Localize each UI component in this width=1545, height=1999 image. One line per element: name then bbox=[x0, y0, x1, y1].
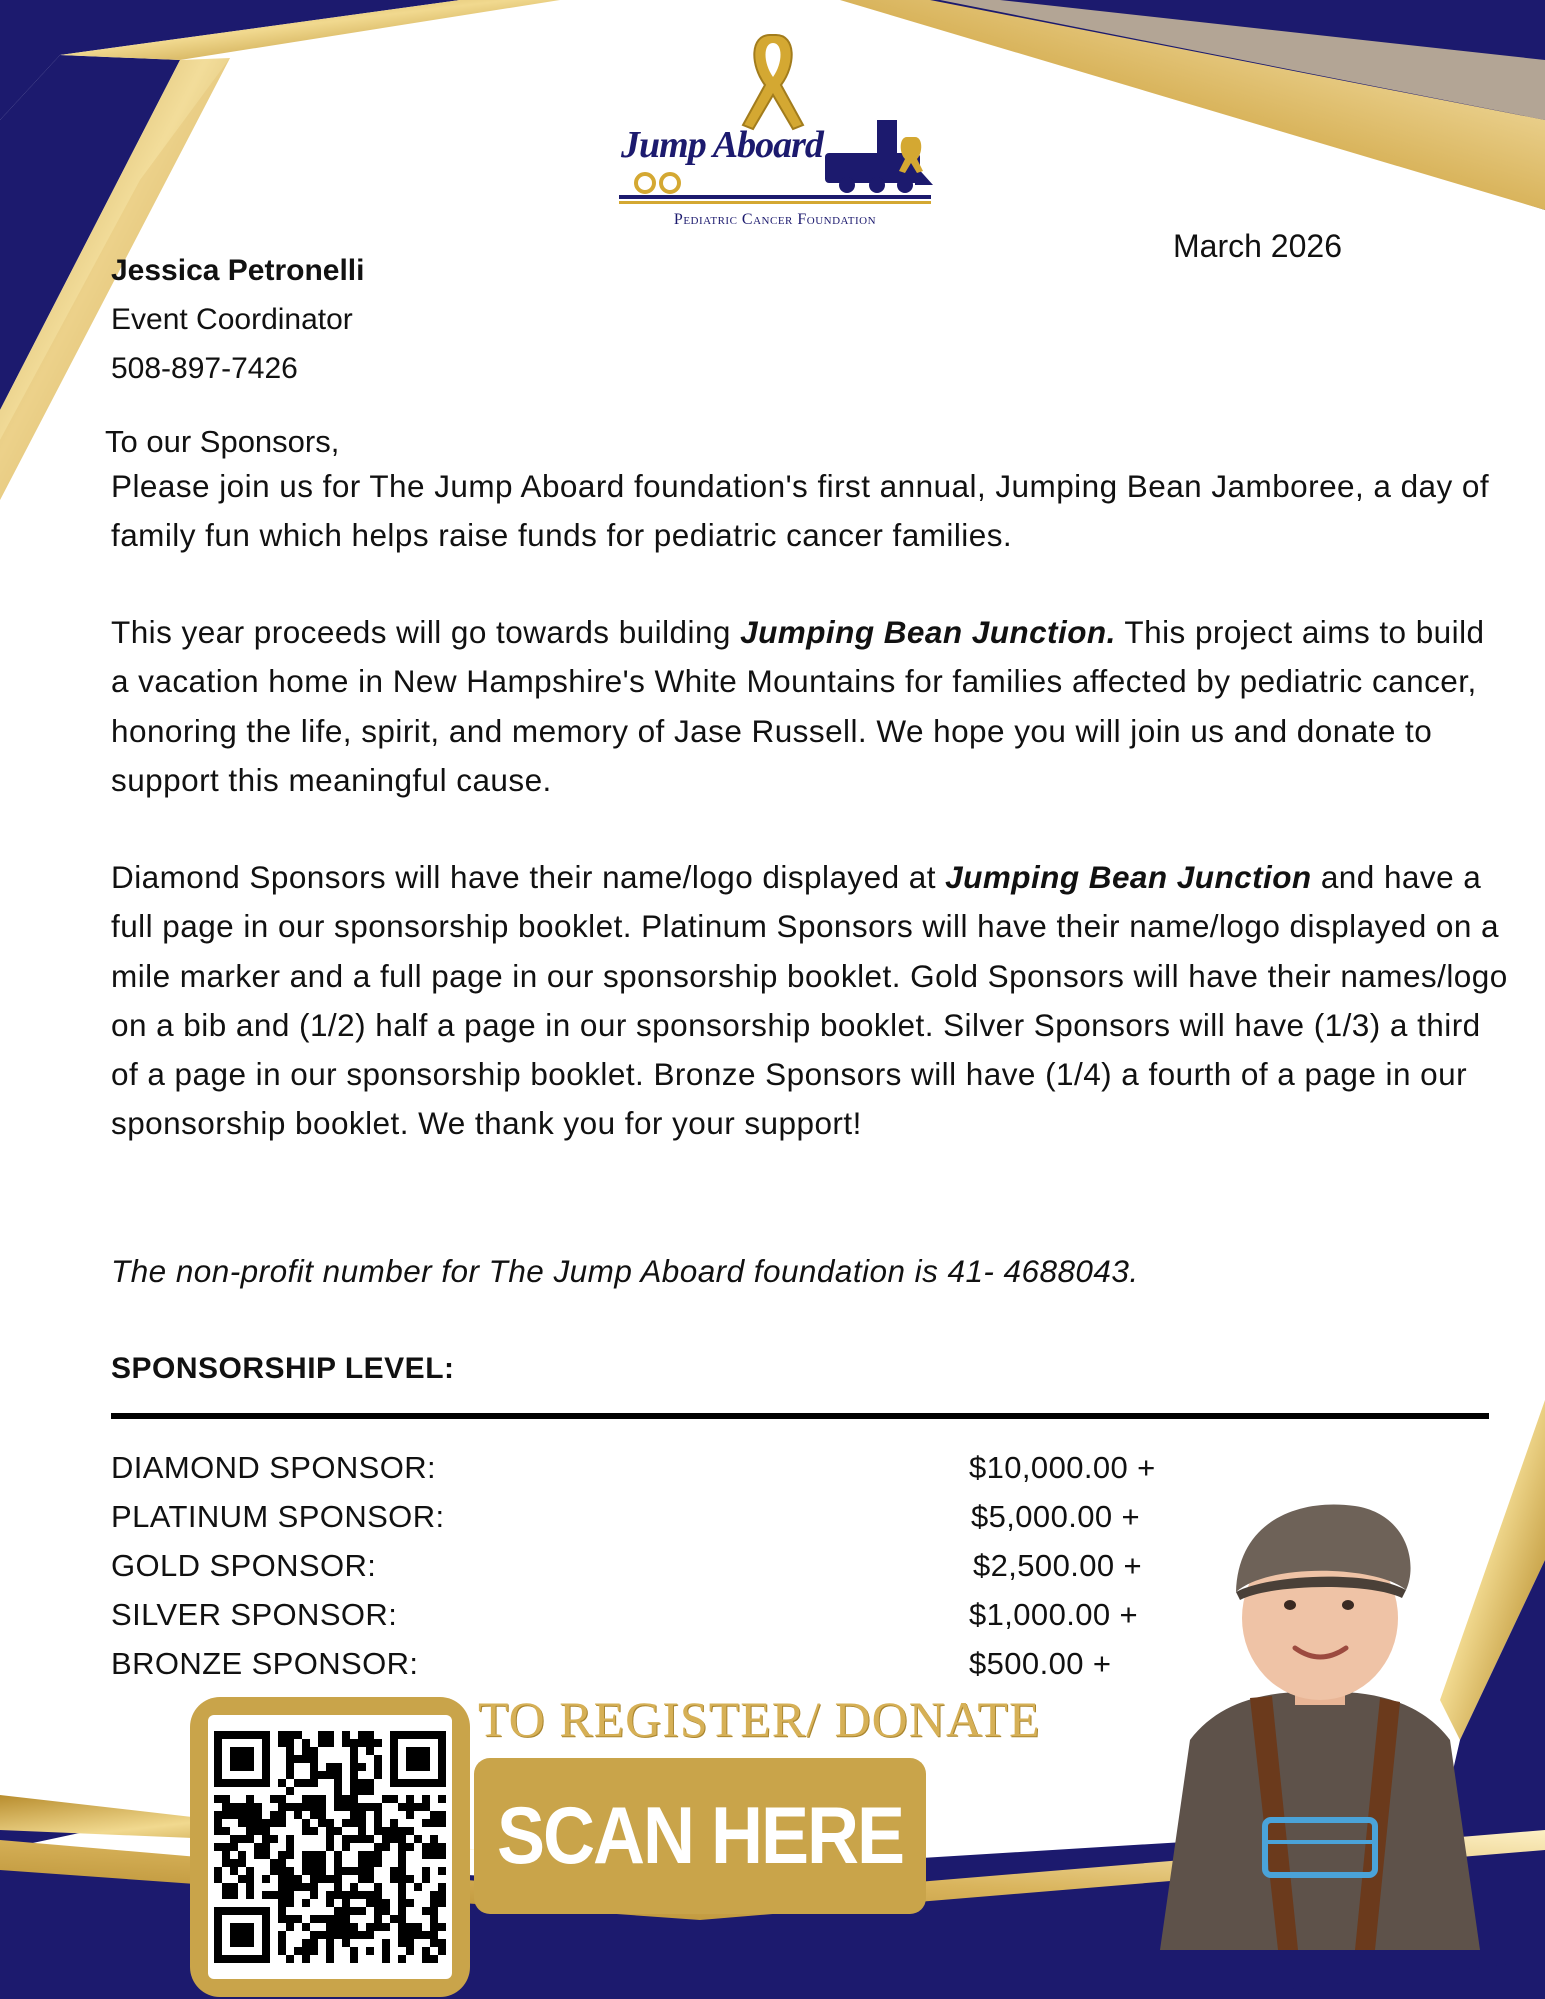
tier-amount-bronze: $500.00 + bbox=[969, 1646, 1112, 1681]
tier-name-silver: SILVER SPONSOR: bbox=[111, 1597, 398, 1632]
logo-name: Jump Aboard bbox=[621, 124, 823, 166]
awareness-ribbon-icon bbox=[743, 35, 803, 129]
tier-name-gold: GOLD SPONSOR: bbox=[111, 1548, 377, 1583]
paragraph-project bbox=[111, 608, 1511, 805]
paragraph-intro: Please join us for The Jump Aboard foundation's first annual, Jumping Bean Jamboree, a day of family fun which helps raise funds for pediatric cancer families. bbox=[111, 468, 1490, 554]
tier-name-diamond: DIAMOND SPONSOR: bbox=[111, 1450, 437, 1485]
sponsorship-level-heading: SPONSORSHIP LEVEL: bbox=[111, 1352, 455, 1385]
nonprofit-number-note: The non-profit number for The Jump Aboard foundation is 41- 4688043. bbox=[111, 1253, 1139, 1289]
tier-amount-diamond: $10,000.00 + bbox=[969, 1450, 1156, 1485]
sender-title: Event Coordinator bbox=[111, 303, 353, 336]
divider bbox=[111, 1413, 1489, 1419]
logo-tagline: Pediatric Cancer Foundation bbox=[673, 211, 877, 228]
child-photo bbox=[1150, 1470, 1490, 1960]
tier-name-bronze: BRONZE SPONSOR: bbox=[111, 1646, 419, 1681]
sender-phone: 508-897-7426 bbox=[111, 352, 298, 385]
tier-amount-silver: $1,000.00 + bbox=[969, 1597, 1139, 1632]
paragraph-benefits-a: Diamond Sponsors will have their name/logo displayed at bbox=[111, 859, 946, 895]
scan-here-label: SCAN HERE bbox=[496, 1791, 904, 1881]
paragraph-project-b: This project aims to build a vacation home in New Hampshire's White Mountains for families affected by pediatric cancer, honoring the life, spirit, and memory of Jase Russell. We hope you will join us and donate to support this meaningful cause. bbox=[111, 614, 1485, 798]
paragraph-benefits-b: and have a full page in our sponsorship booklet. Platinum Sponsors will have their name/logo displayed on a mile marker and a full page in our sponsorship booklet. Gold Sponsors will have their names/logo on a bib and (1/2) half a page in our sponsorship booklet. Silver Sponsors will have (1/3) a third of a page in our sponsorship booklet. Bronze Sponsors will have (1/4) a fourth of a page in our sponsorship booklet. We thank you for your support! bbox=[111, 859, 1508, 1142]
scan-here-button[interactable] bbox=[474, 1758, 926, 1914]
sender-name: Jessica Petronelli bbox=[111, 254, 365, 287]
tier-name-platinum: PLATINUM SPONSOR: bbox=[111, 1499, 445, 1534]
project-name-emphasis-2: Jumping Bean Junction bbox=[945, 859, 1312, 895]
paragraph-sponsor-benefits bbox=[111, 853, 1511, 1149]
tier-amount-gold: $2,500.00 + bbox=[973, 1548, 1143, 1583]
salutation: To our Sponsors, bbox=[105, 424, 340, 459]
qr-code[interactable] bbox=[208, 1715, 452, 1979]
register-donate-heading: TO REGISTER/ DONATE bbox=[478, 1691, 1041, 1747]
foundation-logo bbox=[615, 25, 935, 235]
qr-code-frame[interactable] bbox=[190, 1697, 470, 1997]
paragraph-project-a: This year proceeds will go towards building bbox=[111, 614, 741, 650]
letter-date: March 2026 bbox=[1173, 228, 1342, 264]
tier-amount-platinum: $5,000.00 + bbox=[971, 1499, 1141, 1534]
project-name-emphasis: Jumping Bean Junction. bbox=[740, 614, 1116, 650]
